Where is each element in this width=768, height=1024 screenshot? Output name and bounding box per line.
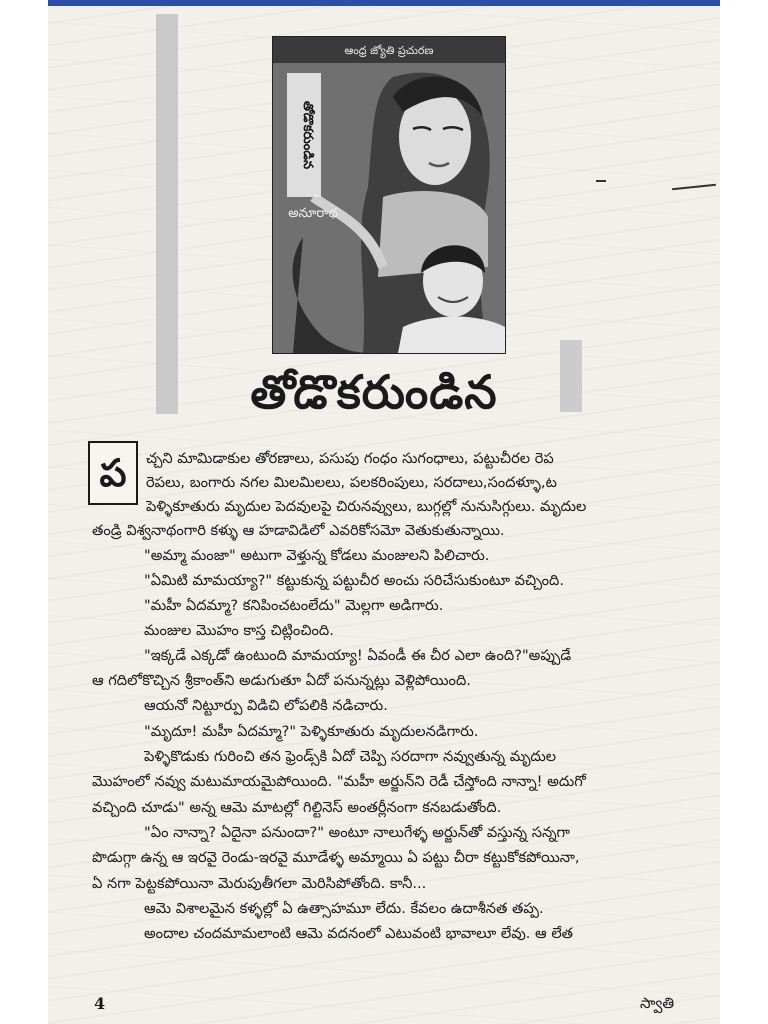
body-line: ఏ నగా పెట్టకపోయినా మెరుపుతీగలా మెరిసిపోతోంది. కానీ... — [92, 875, 427, 892]
article-title: తోడొకరుండిన — [250, 365, 498, 419]
body-line: అందాల చందమామలాంటి ఆమె వదనంలో ఎటువంటి భావాలూ లేవు. ఆ లేత — [144, 925, 574, 942]
body-line: "మహీ ఏదమ్మా? కనిపించటంలేదు" మెల్లగా అడిగారు. — [144, 597, 444, 614]
body-line: "ఏమిటి మామయ్యా?" కట్టుకున్న పట్టుచీర అంచు సరిచేసుకుంటూ వచ్చింది. — [144, 572, 564, 589]
body-line: "ఇక్కడే ఎక్కడో ఉంటుంది మామయ్యా! ఏవండీ ఈ చీర ఎలా ఉంది?"అప్పుడే — [144, 647, 572, 664]
page-number: 4 — [94, 994, 106, 1013]
cover-series-text: ఆంధ్ర జ్యోతి ప్రచురణ — [344, 44, 434, 57]
body-line: "అమ్మా మంజా" అటుగా వెళ్తున్న కోడలు మంజులని పిలిచారు. — [144, 547, 490, 564]
body-line: పొడుగ్గా ఉన్న ఆ ఇరవై రెండు-ఇరవై మూడేళ్ళ అమ్మాయి ఏ పట్టు చీరా కట్టుకోకపోయినా, — [92, 849, 580, 866]
body-line: మొహంలో నవ్వు మటుమాయమైపోయింది. "మహీ అర్జున్‌ని రెడీ చేస్తోంది నాన్నా! అదుగో — [92, 773, 586, 790]
decorative-gray-band — [156, 14, 178, 414]
body-line: ఆమె విశాలమైన కళ్ళల్లో ఏ ఉత్సాహమూ లేదు. కేవలం ఉదాశీనత తప్ప. — [144, 900, 544, 917]
drop-cap-letter: ప — [88, 441, 138, 505]
magazine-name: స్వాతి — [640, 994, 675, 1012]
book-cover-image — [272, 36, 506, 354]
body-line: "మృదూ! మహీ ఏదమ్మా?" పెళ్ళికూతురు మృదులనడిగారు. — [144, 723, 479, 740]
body-line: ఆయనో నిట్టూర్పు విడిచి లోపలికి నడిచారు. — [144, 697, 388, 714]
body-line: "ఏం నాన్నా? ఏదైనా పనుందా?" అంటూ నాలుగేళ్ళ అర్జున్‌తో వస్తున్న సన్నగా — [144, 824, 570, 841]
body-line: పెళ్ళికొడుకు గురించి తన ఫ్రెండ్స్‌కి ఏదో చెప్పి సరదాగా నవ్వుతున్న మృదుల — [144, 748, 557, 765]
body-line: మంజుల మొహం కాస్త చిట్లించింది. — [144, 622, 334, 639]
body-line: తండ్రి విశ్వనాథంగారి కళ్ళు ఆ హడావిడిలో ఎవరికోసమో వెతుకుతున్నాయి. — [92, 522, 505, 539]
body-line: వచ్చింది చూడు" అన్న ఆమె మాటల్లో గిల్టినెస్ అంతర్లీనంగా కనబడుతోంది. — [92, 799, 502, 816]
body-line: ఆ గదిలోకొచ్చిన శ్రీకాంత్‌ని అడుగుతూ ఏదో పనున్నట్లు వెళ్లిపోయింది. — [92, 672, 471, 689]
cover-illustration — [273, 37, 505, 353]
scan-speck — [596, 180, 606, 182]
body-line: రెపలు, బంగారు నగల మిలమిలలు, పలకరింపులు, సరదాలు,సందళ్ళూ,ట — [146, 474, 557, 491]
body-line: పెళ్ళికూతురు మృదుల పెదవులపై చిరునవ్వులు, బుగ్గల్లో నునుసిగ్గులు. మృదుల — [146, 498, 587, 515]
cover-vertical-title: తోడొకరుండిన — [300, 100, 315, 170]
body-line: చ్చని మామిడాకుల తోరణాలు, పసుపు గంధం సుగంధాలు, పట్టుచీరల రెప — [146, 450, 554, 467]
cover-author: అనూరాధ — [288, 206, 338, 221]
top-blue-strip — [48, 0, 720, 6]
